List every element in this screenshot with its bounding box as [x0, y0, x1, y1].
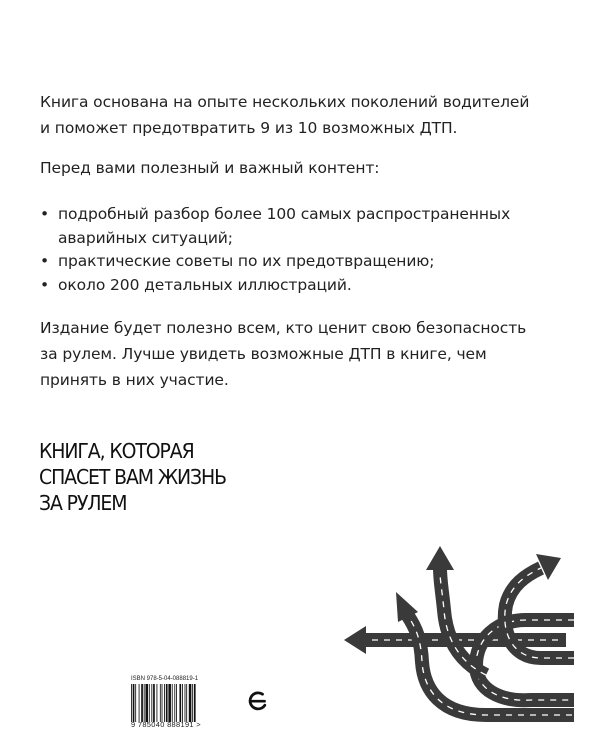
barcode-bar — [189, 684, 192, 722]
barcode-bar — [131, 684, 132, 722]
barcode-bar — [192, 684, 193, 722]
barcode-digits: 9 785040 888191 > — [131, 720, 201, 729]
eksmo-e-logo-icon — [247, 690, 269, 712]
bullet-marker: • — [40, 252, 50, 270]
barcode-bar — [186, 684, 187, 722]
barcode-bar — [149, 684, 150, 722]
list-item-line: около 200 детальных иллюстраций. — [58, 275, 352, 294]
intro-paragraph — [40, 89, 580, 141]
bullet-marker: • — [40, 205, 50, 223]
barcode-bar — [179, 684, 181, 722]
barcode-bar — [144, 684, 145, 722]
barcode-bar — [174, 684, 175, 722]
closing-paragraph — [40, 315, 580, 393]
slogan-line-3: ЗА РУЛЕМ — [39, 491, 127, 515]
barcode-bar — [157, 684, 158, 722]
barcode-bar — [160, 684, 161, 722]
barcode-bar — [151, 684, 152, 722]
barcode-bar — [176, 684, 177, 722]
intro-line-1: Книга основана на опыте нескольких поколений водителей — [40, 93, 530, 111]
barcode-bar — [185, 684, 186, 722]
bullet-marker: • — [40, 275, 50, 294]
list-item — [40, 274, 580, 298]
barcode-bar — [153, 684, 155, 722]
list-item-line: аварийных ситуаций; — [58, 228, 233, 247]
slogan-line-1: КНИГА, КОТОРАЯ — [39, 439, 194, 463]
barcode-bar — [164, 684, 165, 722]
barcode-bar — [135, 684, 136, 722]
slogan-line-2: СПАСЕТ ВАМ ЖИЗНЬ — [39, 465, 226, 489]
barcode-bar — [133, 684, 135, 722]
content-lead: Перед вами полезный и важный контент: — [40, 159, 380, 177]
barcode-bars — [131, 684, 221, 722]
closing-line-3: принять в них участие. — [40, 371, 229, 389]
barcode-bar — [141, 684, 143, 722]
list-item-line: практические советы по их предотвращению; — [58, 252, 435, 270]
closing-line-1: Издание будет полезно всем, кто ценит свою безопасность — [40, 319, 527, 337]
barcode-bar — [194, 684, 196, 722]
barcode-bar — [162, 684, 163, 722]
intro-line-2: и поможет предотвратить 9 из 10 возможных ДТП. — [40, 119, 458, 137]
list-item-line: подробный разбор более 100 самых распространенных — [58, 205, 511, 223]
closing-line-2: за рулем. Лучше увидеть возможные ДТП в книге, чем — [40, 345, 487, 363]
list-item — [40, 250, 580, 274]
barcode-bar — [182, 684, 183, 722]
barcode-bar — [166, 684, 168, 722]
barcode-bar — [145, 684, 148, 722]
barcode-bar — [168, 684, 171, 722]
road-arrows-illustration-icon — [336, 540, 576, 740]
barcode — [131, 676, 221, 731]
barcode-bar — [139, 684, 140, 722]
slogan-heading — [39, 438, 407, 516]
feature-list — [40, 203, 580, 297]
list-item — [40, 203, 580, 250]
barcode-bar — [172, 684, 173, 722]
isbn-text: ISBN 978-5-04-088819-1 — [131, 676, 199, 682]
